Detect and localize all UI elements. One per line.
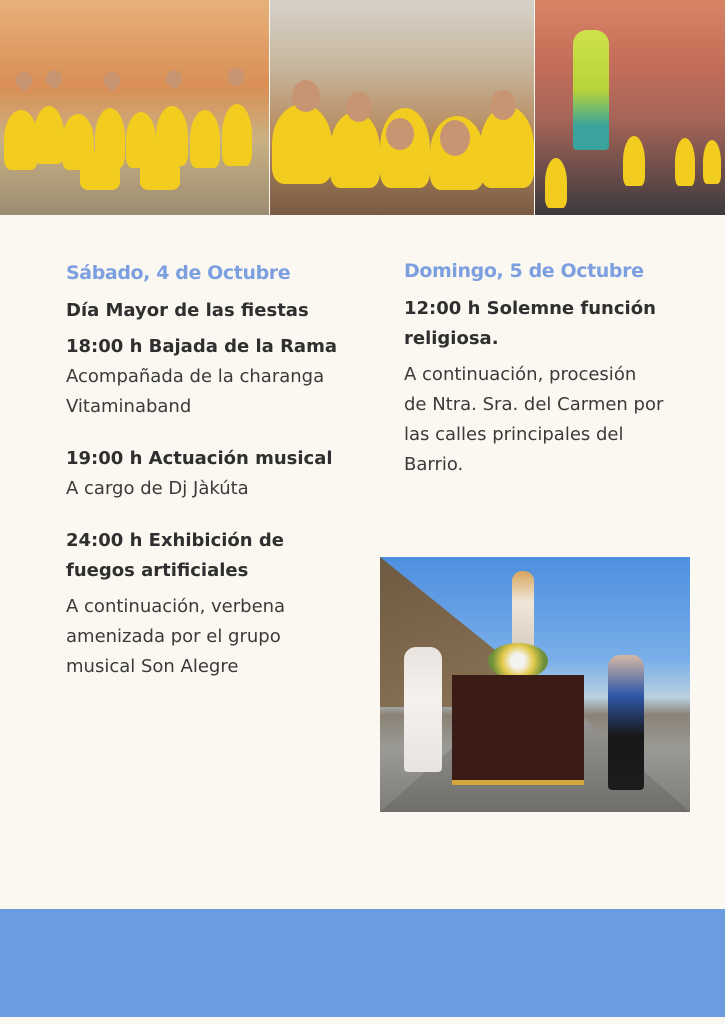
photo-strip (0, 0, 725, 215)
event-title-fuegos: fuegos artificiales (66, 560, 249, 581)
saturday-day-title: Sábado, 4 de Octubre (66, 262, 291, 284)
footer-band (0, 909, 725, 1017)
event-title-funcion: 12:00 h Solemne función (404, 298, 656, 319)
group-photo-street (270, 0, 534, 215)
event-desc-line: A continuación, procesión (404, 364, 637, 385)
sunday-day-title: Domingo, 5 de Octubre (404, 260, 644, 282)
parade-photo (535, 0, 725, 215)
event-desc-line: de Ntra. Sra. del Carmen por (404, 394, 664, 415)
event-desc-line: A continuación, verbena (66, 596, 286, 617)
sunday-schedule (404, 260, 694, 480)
saturday-subtitle: Día Mayor de las fiestas (66, 300, 309, 321)
event-title-fuegos: 24:00 h Exhibición de (66, 530, 284, 551)
event-title-actuacion: 19:00 h Actuación musical (66, 448, 333, 469)
event-title-bajada: 18:00 h Bajada de la Rama (66, 336, 337, 357)
event-desc-line: musical Son Alegre (66, 656, 239, 677)
group-photo-indoor (0, 0, 269, 215)
saturday-schedule (66, 262, 356, 682)
event-desc-line: amenizada por el grupo (66, 626, 281, 647)
event-desc-line: Acompañada de la charanga (66, 366, 325, 387)
procession-photo (380, 557, 690, 812)
event-desc-line: A cargo de Dj Jàkúta (66, 478, 249, 499)
event-desc-line: Vitaminaband (66, 396, 192, 417)
event-desc-line: Barrio. (404, 454, 464, 475)
event-desc-line: las calles principales del (404, 424, 624, 445)
event-title-funcion: religiosa. (404, 328, 499, 349)
